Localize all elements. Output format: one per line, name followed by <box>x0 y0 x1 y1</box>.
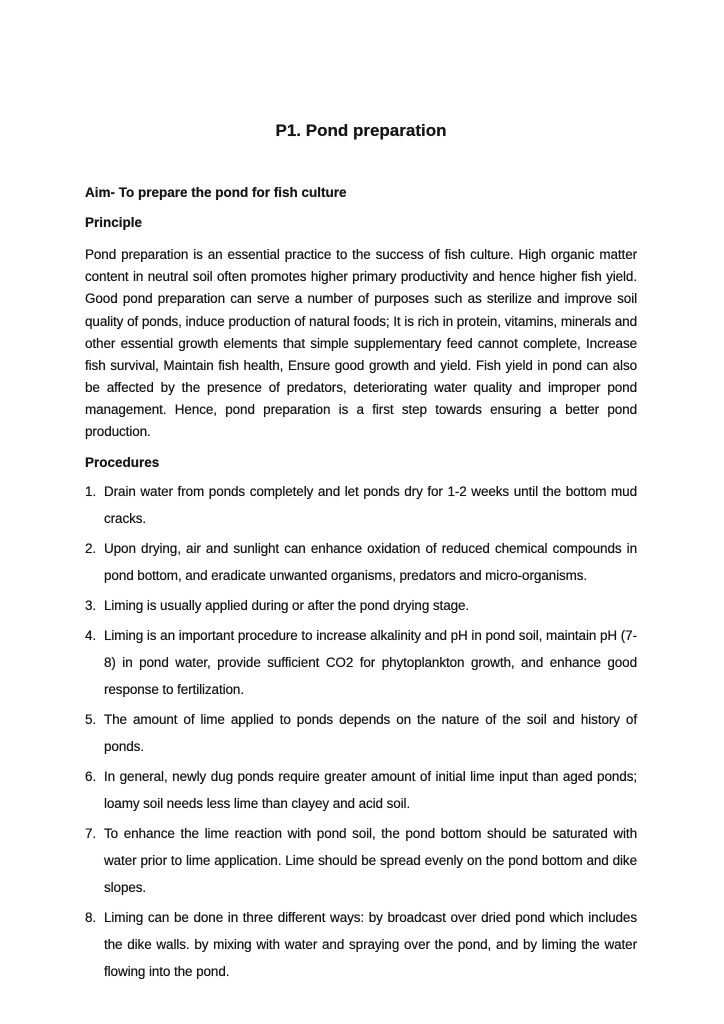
procedures-heading: Procedures <box>85 455 160 471</box>
list-item-text: Drain water from ponds completely and let ponds dry for 1-2 weeks until the bottom mud cracks. <box>104 483 637 526</box>
aim-heading: Aim- To prepare the pond for fish culture <box>85 185 347 201</box>
list-item-text: To enhance the lime reaction with pond soil, the pond bottom should be saturated with water prior to lime application. Lime should be spread evenly on the pond bottom and dike slopes. <box>104 825 637 895</box>
list-item-number: 8. <box>85 909 97 925</box>
list-item-number: 4. <box>85 627 97 643</box>
page-title: P1. Pond preparation <box>275 121 447 140</box>
list-item-number: 3. <box>85 597 97 613</box>
list-item <box>85 763 637 817</box>
list-item-number: 7. <box>85 825 97 841</box>
list-item <box>85 820 637 901</box>
list-item <box>85 535 637 589</box>
principle-heading: Principle <box>85 214 143 230</box>
list-item <box>85 904 637 985</box>
list-item <box>85 592 637 619</box>
list-item-text: Liming is an important procedure to increase alkalinity and pH in pond soil, maintain pH (7-8) in pond water, provide sufficient CO2 for phytoplankton growth, and enhance good response to fertilization. <box>104 627 637 697</box>
list-item-text: Liming can be done in three different ways: by broadcast over dried pond which includes the dike walls. by mixing with water and spraying over the pond, and by liming the water flowing into the pond. <box>104 909 637 979</box>
list-item-number: 5. <box>85 711 97 727</box>
principle-paragraph: Pond preparation is an essential practice to the success of fish culture. High organic matter content in neutral soil often promotes higher primary productivity and hence higher fish yield. Good pond preparation can serve a number of purposes such as sterilize and improve soil quality of ponds, induce production of natural foods; It is rich in protein, vitamins, minerals and other essential growth elements that simple supplementary feed cannot complete, Increase fish survival, Maintain fish health, Ensure good growth and yield. Fish yield in pond can also be affected by the presence of predators, deteriorating water quality and improper pond management. Hence, pond preparation is a first step towards ensuring a better pond production. <box>85 247 637 440</box>
list-item-text: The amount of lime applied to ponds depends on the nature of the soil and history of ponds. <box>104 711 637 754</box>
list-item-text: Liming is usually applied during or after the pond drying stage. <box>104 597 470 613</box>
list-item-number: 1. <box>85 483 97 499</box>
list-item-text: Upon drying, air and sunlight can enhance oxidation of reduced chemical compounds in pond bottom, and eradicate unwanted organisms, predators and micro-organisms. <box>104 540 637 583</box>
list-item <box>85 706 637 760</box>
list-item <box>85 622 637 703</box>
list-item-text: In general, newly dug ponds require greater amount of initial lime input than aged ponds; loamy soil needs less lime than clayey and acid soil. <box>104 768 637 811</box>
list-item-number: 6. <box>85 768 97 784</box>
list-item-number: 2. <box>85 540 97 556</box>
list-item <box>85 478 637 532</box>
procedures-list <box>85 478 637 985</box>
